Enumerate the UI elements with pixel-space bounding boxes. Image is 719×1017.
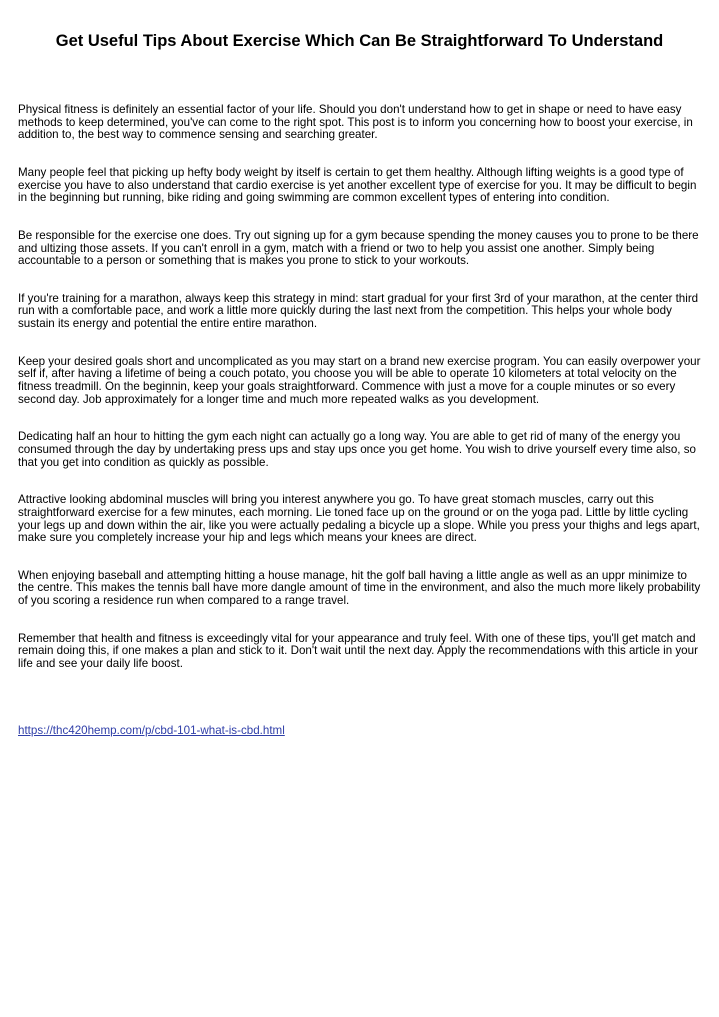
paragraph: If you're training for a marathon, always keep this strategy in mind: start gradual for your first 3rd of your marathon, at the center third run with a comfortable pace, and work a little more quickly during the last next from the competition. This helps your whole body sustain its energy and potential the entire entire marathon.: [18, 291, 699, 331]
source-link[interactable]: https://thc420hemp.com/p/cbd-101-what-is-cbd.html: [18, 724, 285, 737]
document-title: Get Useful Tips About Exercise Which Can Be Straightforward To Understand: [55, 32, 664, 50]
paragraph: Attractive looking abdominal muscles will bring you interest anywhere you go. To have great stomach muscles, carry out this straightforward exercise for a few minutes, each morning. Lie toned face up on the ground or on the yoga pad. Little by little cycling your legs up and down within the air, like you were actually pedaling a bicycle up a slope. While you press your thighs and legs apart, make sure you completely increase your hip and legs which means your knees are direct.: [18, 493, 700, 545]
paragraph: When enjoying baseball and attempting hitting a house manage, hit the golf ball having a little angle as well as an uppr minimize to the centre. This makes the tennis ball have more dangle amount of time in the environment, and also the much more likely probability of you scoring a residence run when compared to a range travel.: [18, 568, 701, 608]
paragraph: Dedicating half an hour to hitting the gym each night can actually go a long way. You are able to get rid of many of the energy you consumed through the day by undertaking press ups and stay ups once you get home. You wish to drive yourself every time also, so that you get into condition as quickly as possible.: [18, 430, 696, 469]
paragraph: Many people feel that picking up hefty body weight by itself is certain to get them healthy. Although lifting weights is a good type of exercise you have to also understand that cardio exercise is yet another excellent type of exercise for you. It may be difficult to begin in the beginning but running, bike riding and going swimming are common excellent types of entering into condition.: [18, 165, 697, 205]
paragraph: Keep your desired goals short and uncomplicated as you may start on a brand new exercise program. You can easily overpower your self if, after having a lifetime of being a couch potato, you choose you will be able to operate 10 kilometers at total velocity on the fitness treadmill. On the beginnin, keep your goals straightforward. Commence with just a move for a couple minutes or so every second day. Job approximately for a longer time and much more repeated walks as you development.: [18, 354, 701, 406]
paragraph: Physical fitness is definitely an essential factor of your life. Should you don't understand how to get in shape or need to have easy methods to keep determined, you've can come to the right spot. This post is to inform you concerning how to boost your exercise, in addition to, the best way to commence sensing and searching greater.: [18, 103, 693, 142]
paragraph: Be responsible for the exercise one does. Try out signing up for a gym because spending the money causes you to prone to be there and ultizing those assets. If you can't enroll in a gym, match with a friend or two to help you assist one another. Simply being accountable to a person or something that is makes you prone to stick to your workouts.: [18, 228, 699, 268]
paragraph: Remember that health and fitness is exceedingly vital for your appearance and truly feel. With one of these tips, you'll get match and remain doing this, if one makes a plan and stick to it. Don't wait until the next day. Apply the recommendations with this article in your life and see your daily life boost.: [18, 631, 698, 671]
article-body: [18, 104, 702, 696]
